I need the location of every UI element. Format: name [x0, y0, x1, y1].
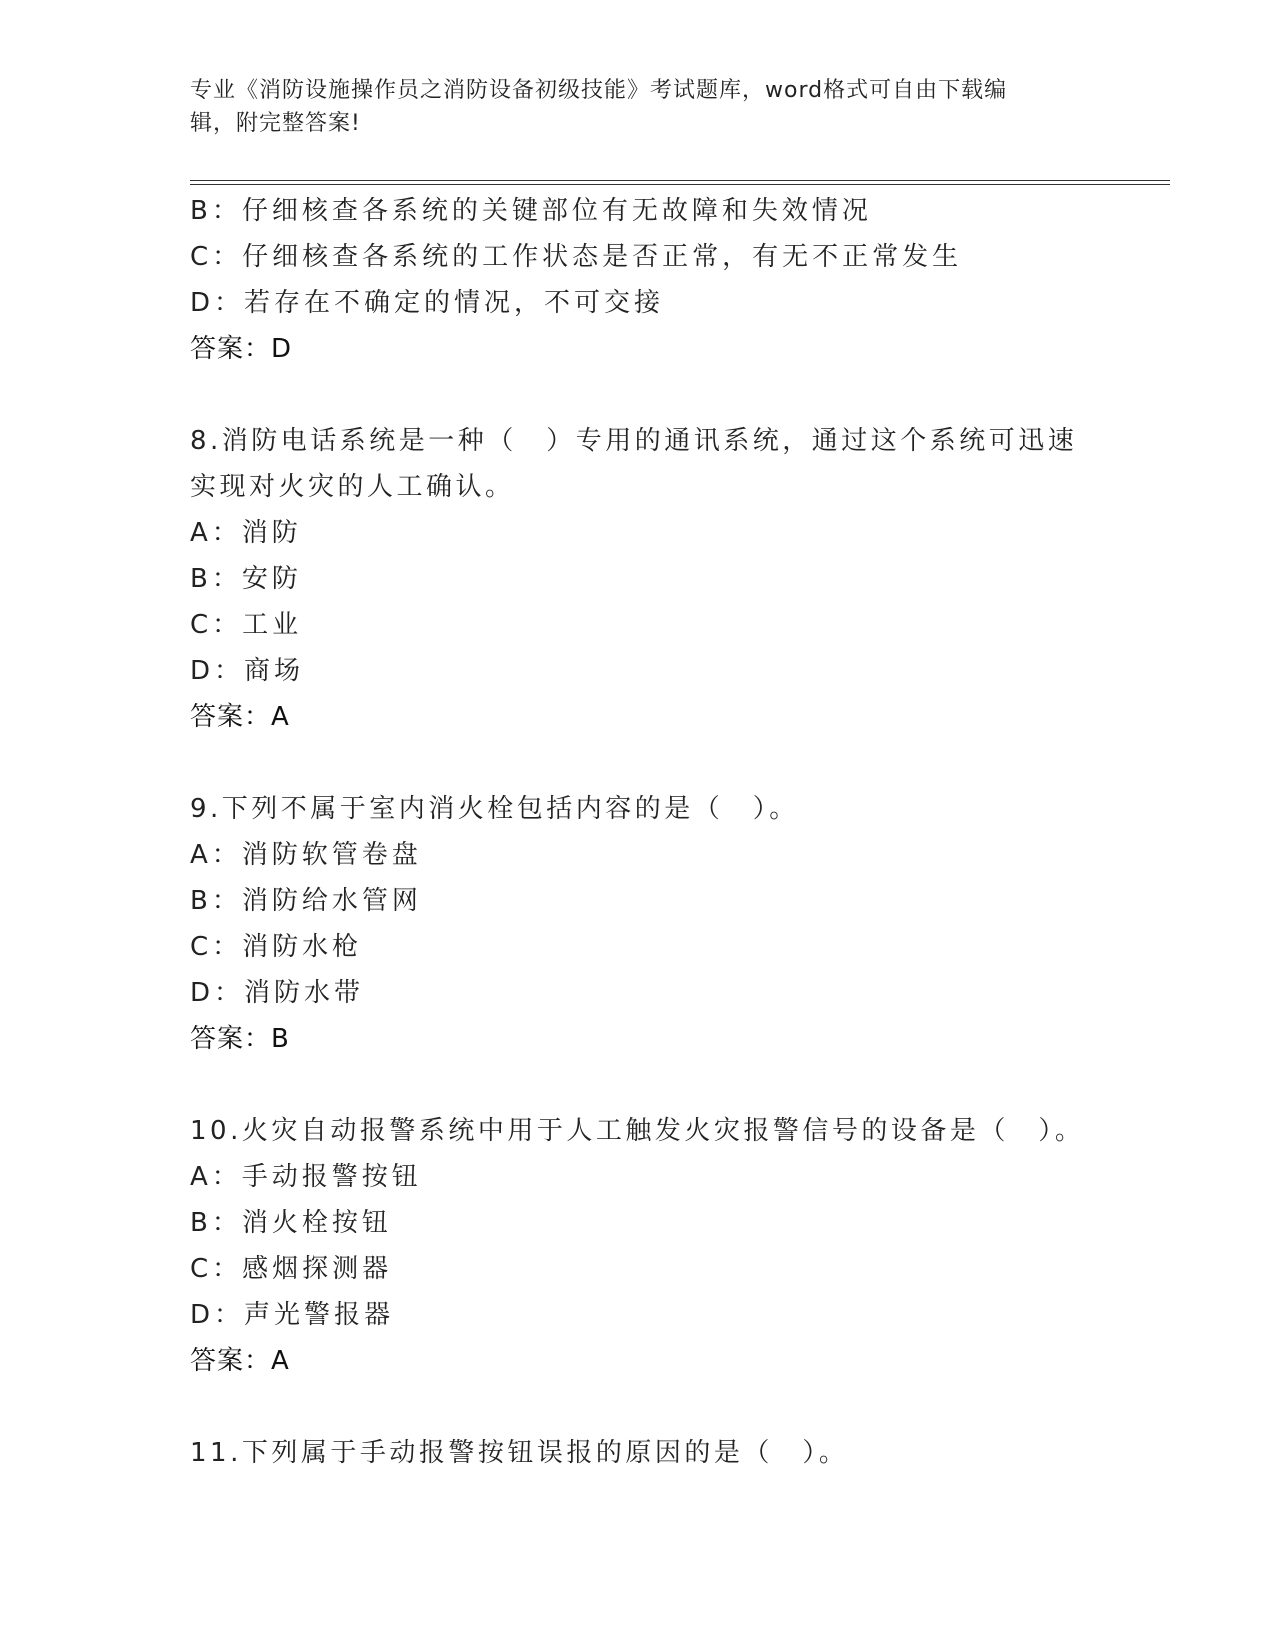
answer: 答案：B: [190, 1024, 290, 1054]
question-11: [190, 1430, 1090, 1476]
question-stem-line-1: 8.消防电话系统是一种（ ）专用的通讯系统，通过这个系统可迅速: [190, 426, 1078, 456]
option-a: A：手动报警按钮: [190, 1162, 422, 1192]
answer: 答案：D: [190, 334, 293, 364]
header-line-2: 辑，附完整答案!: [190, 111, 361, 136]
option-d: D：消防水带: [190, 978, 365, 1008]
question-list: [190, 188, 1090, 1476]
document-header: [190, 74, 1090, 140]
header-rule-top: [190, 180, 1170, 181]
option-a: A：消防软管卷盘: [190, 840, 422, 870]
option-b: B：仔细核查各系统的关键部位有无故障和失效情况: [190, 196, 872, 226]
option-d: D：商场: [190, 656, 305, 686]
spacer: [190, 740, 1090, 786]
question-stem-line-1: 11.下列属于手动报警按钮误报的原因的是（ ）。: [190, 1438, 849, 1468]
answer: 答案：A: [190, 702, 290, 732]
option-b: B：消防给水管网: [190, 886, 422, 916]
question-10: [190, 1108, 1090, 1384]
option-b: B：消火栓按钮: [190, 1208, 392, 1238]
question-stem-line-2: 实现对火灾的人工确认。: [190, 472, 515, 502]
question-8: [190, 418, 1090, 740]
spacer: [190, 1062, 1090, 1108]
question-stem-line-1: 9.下列不属于室内消火栓包括内容的是（ ）。: [190, 794, 799, 824]
question-7-continued: [190, 188, 1090, 372]
option-b: B：安防: [190, 564, 302, 594]
header-line-1: 专业《消防设施操作员之消防设备初级技能》考试题库，word格式可自由下载编: [190, 78, 1008, 103]
spacer: [190, 1384, 1090, 1430]
question-9: [190, 786, 1090, 1062]
option-a: A：消防: [190, 518, 302, 548]
spacer: [190, 372, 1090, 418]
option-c: C：仔细核查各系统的工作状态是否正常，有无不正常发生: [190, 242, 963, 272]
header-rule-bottom: [190, 184, 1170, 185]
option-d: D：声光警报器: [190, 1300, 395, 1330]
option-c: C：消防水枪: [190, 932, 363, 962]
answer: 答案：A: [190, 1346, 290, 1376]
option-d: D：若存在不确定的情况，不可交接: [190, 288, 665, 318]
question-stem-line-1: 10.火灾自动报警系统中用于人工触发火灾报警信号的设备是（ ）。: [190, 1116, 1085, 1146]
option-c: C：工业: [190, 610, 303, 640]
option-c: C：感烟探测器: [190, 1254, 393, 1284]
